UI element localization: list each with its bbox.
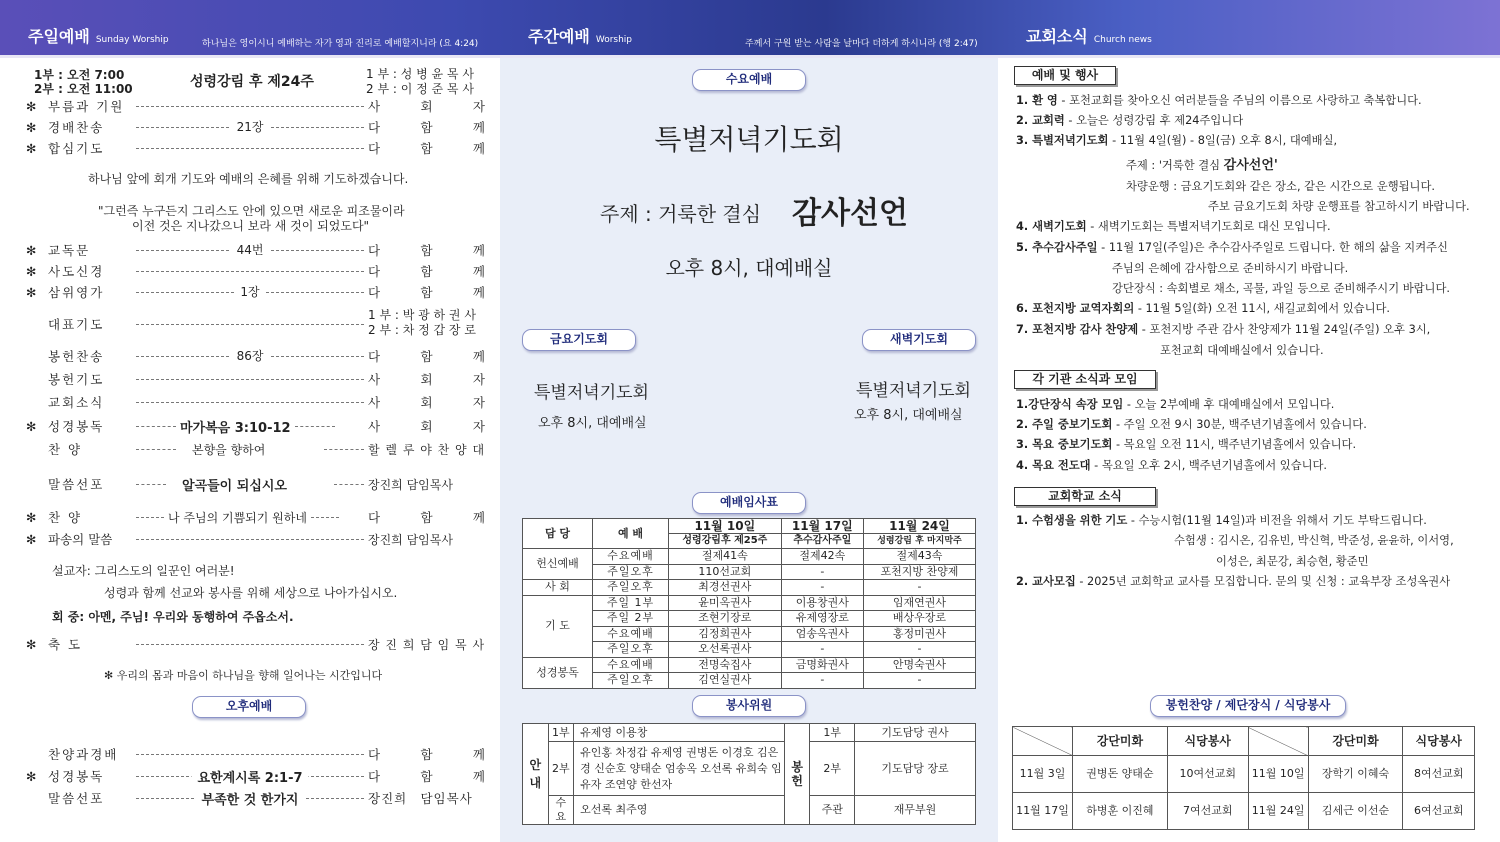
- prayer-note: 하나님 앞에 회개 기도와 예배의 은혜를 위해 기도하겠습니다.: [88, 172, 409, 186]
- standing-note: ✻ 우리의 몸과 마음이 하나님을 향해 일어나는 시간입니다: [104, 669, 383, 682]
- order-item: 봉헌찬송 86장 다 함 께: [48, 348, 486, 364]
- sunday-section-title: 주일예배 Sunday Worship: [28, 27, 169, 46]
- order-item: ✻ 삼위영가 1장 다 함 께: [26, 284, 486, 300]
- special-prayer-title: 특별저녁기도회: [654, 123, 844, 156]
- order-item: ✻ 성경봉독 요한계시록 2:1-7 다 함 께: [26, 768, 486, 786]
- prayer-theme-highlight: 감사선언: [792, 196, 908, 231]
- order-item: 봉헌기도 사 회 자: [48, 372, 486, 387]
- order-item-hymn: ✻ 찬 양 나 주님의 기쁨되기 원하네 다 함 께: [26, 509, 486, 525]
- dawn-title: 특별저녁기도회: [856, 381, 971, 401]
- weekly-section-title: 주간예배 Worship: [528, 27, 633, 46]
- order-item: ✻ 합심기도 다 함 께: [26, 140, 486, 156]
- school-item-students-2: 이성은, 최문강, 최승현, 황준민: [1216, 555, 1369, 568]
- duty-roster-table: 담 당 예 배 11월 10일 11월 17일 11월 24일 성령강림후 제25주 추수감사주일 성령강림 후 마지막주 헌신예배 수요예배 절제41속 절제42속 절제43속 주일오후 110선교회 - 포천지방 찬양제 사 회 주일오후 최경선권사 - - 기 도 주일 1부 윤미옥권사 이용창권사 임재연권사 주일 2부 조현기장로 유제영장로 배상우장로 수요예배 김정희권사 엄송옥권사 홍정미권사 주일오후 오선록권사 - - 성경봉독 수요예배 전명숙집사 금명화권사 안명숙권사 주일오후 김연실권사 - -: [522, 518, 976, 689]
- organizations-section-label: 각 기관 소식과 모임: [1014, 370, 1156, 389]
- news-item-thanksgiving-2: 주님의 은혜에 감사함으로 준비하시기 바랍니다.: [1112, 262, 1349, 275]
- prayer-theme-label: 주제 : 거룩한 결심: [600, 202, 762, 226]
- offering-duty-table: 강단미화 식당봉사 강단미화 식당봉사 11월 3일 권병돈 양태순 10여선교회 11월 10일 장학기 이혜숙 8여선교회 11월 17일 하병훈 이진혜 7여선교회 11월 24일 김세근 이선순 6여선교회: [1012, 726, 1475, 830]
- scripture-quote-line-1: "그런즉 누구든지 그리스도 안에 있으면 새로운 피조물이라: [98, 204, 405, 218]
- meeting-item-2: 2. 주일 중보기도회 - 주일 오전 9시 30분, 백주년기념홀에서 있습니다.: [1016, 418, 1367, 431]
- usher-label: 안내: [523, 724, 549, 825]
- prayer-time-place: 오후 8시, 대예배실: [665, 256, 833, 280]
- order-item: ✻ 부름과 기원 사 회 자: [26, 98, 486, 114]
- friday-title: 특별저녁기도회: [534, 383, 649, 403]
- weekly-worship-column: [500, 58, 998, 842]
- news-item-welcome: 1. 환 영 - 포천교회를 찾아오신 여러분들을 주님의 이름으로 사랑하고 축복합니다.: [1016, 94, 1422, 107]
- news-item-district-meeting: 6. 포천지방 교역자회의 - 11월 5일(화) 오전 11시, 새길교회에서 있습니다.: [1016, 302, 1390, 315]
- table-row: 주일오후 김연실권사 - -: [523, 673, 976, 689]
- table-row: 주일오후 오선록권사 - -: [523, 642, 976, 658]
- mission-line-3: 회 중: 아멘, 주님! 우리와 동행하여 주옵소서.: [52, 610, 294, 624]
- news-item-special-prayer: 3. 특별저녁기도회 - 11월 4일(월) - 8일(금) 오후 8시, 대예배실,: [1016, 134, 1338, 147]
- news-item-thanksgiving-3: 강단장식 : 속회별로 채소, 곡물, 과일 등으로 준비해주시기 바랍니다.: [1112, 282, 1450, 295]
- news-item-calendar: 2. 교회력 - 오늘은 성령강림 후 제24주입니다: [1016, 114, 1244, 127]
- order-item: 찬양과경배 다 함 께: [48, 747, 486, 762]
- order-item-choir-praise: 찬 양 본향을 향하여 할 렐 루 야 찬 양 대: [48, 442, 486, 457]
- service-time-1: 1부 : 오전 7:00: [34, 68, 125, 82]
- table-diagonal: [1013, 727, 1073, 756]
- service-committee-table: 안내 1부 유제영 이용창 봉헌 1부 기도담당 권사 2부 유인홍 차정갑 유제영 권병돈 이경호 김은경 신순호 양태순 엄송옥 오선록 유희숙 임유자 조연양 한선자 2부 기도담당 장로 수요 오선록 최주영 주관 재무부원: [522, 723, 976, 825]
- order-item-representative-prayer: 대표기도 1 부 : 박 광 하 권 사 2 부 : 차 정 갑 장 로: [48, 308, 476, 337]
- order-item: ✻ 사도신경 다 함 께: [26, 263, 486, 279]
- sermon-title: 알곡들이 되십시오: [182, 478, 287, 494]
- meeting-item-4: 4. 목요 전도대 - 목요일 오후 2시, 백주년기념홀에서 있습니다.: [1016, 459, 1328, 472]
- afternoon-worship-label: 오후예배: [192, 696, 306, 718]
- offering-duty-label: 봉헌찬양 / 제단장식 / 식당봉사: [1150, 695, 1346, 717]
- table-row: 성경봉독 수요예배 전명숙집사 금명화권사 안명숙권사: [523, 657, 976, 673]
- school-item-students: 수험생 : 김시온, 김유빈, 박신혁, 박준성, 윤윤하, 이서영,: [1174, 534, 1454, 547]
- news-item-dawn: 4. 새벽기도회 - 새벽기도회는 특별저녁기도회로 대신 모입니다.: [1016, 220, 1331, 233]
- mission-line-2: 성령과 함께 선교와 봉사를 위해 세상으로 나아가십시오.: [104, 586, 398, 600]
- order-item-sermon: 말씀선포 알곡들이 되십시오 장진희 담임목사: [26, 474, 486, 494]
- school-item-1: 1. 수험생을 위한 기도 - 수능시험(11월 14일)과 비전을 위해서 기도 부탁드립니다.: [1016, 514, 1427, 527]
- school-section-label: 교회학교 소식: [1014, 487, 1156, 506]
- mission-line-1: 설교자: 그리스도의 일꾼인 여러분!: [52, 564, 235, 578]
- events-section-label: 예배 및 행사: [1014, 66, 1116, 85]
- table-row: 사 회 주일오후 최경선권사 - -: [523, 580, 976, 596]
- order-item-sending: ✻ 파송의 말씀 장진희 담임목사: [26, 531, 453, 547]
- sunday-verse: 하나님은 영이시니 예배하는 자가 영과 진리로 예배할지니라 (요 4:24): [202, 39, 479, 49]
- friday-time: 오후 8시, 대예배실: [538, 416, 647, 431]
- news-item-theme: 주제 : '거룩한 결심 감사선언': [1126, 158, 1278, 173]
- pastor-1: 1 부 : 성 병 윤 목 사: [366, 67, 474, 81]
- table-row: 기 도 주일 1부 윤미옥권사 이용창권사 임재연권사: [523, 595, 976, 611]
- order-item: ✻ 경배찬송 21장 다 함 께: [26, 119, 486, 135]
- news-item-district-praise: 7. 포천지방 감사 찬양제 - 포천지방 주관 감사 찬양제가 11월 24일(주일) 오후 3시,: [1016, 323, 1431, 336]
- news-item-bus-2: 주보 금요기도회 차량 운행표를 참고하시기 바랍니다.: [1208, 200, 1470, 213]
- table-row: 헌신예배 수요예배 절제41속 절제42속 절제43속: [523, 549, 976, 565]
- wednesday-worship-label: 수요예배: [692, 69, 806, 91]
- order-item: 교회소식 사 회 자: [48, 395, 486, 410]
- table-row: 주일 2부 조현기장로 유제영장로 배상우장로: [523, 611, 976, 627]
- sunday-worship-column: [0, 58, 500, 842]
- liturgical-week: 성령강림 후 제24주: [190, 74, 314, 90]
- news-item-district-praise-2: 포천교회 대예배실에서 있습니다.: [1160, 344, 1324, 357]
- order-item: ✻ 교독문 44번 다 함 께: [26, 242, 486, 258]
- scripture-quote-line-2: 이전 것은 지나갔으니 보라 새 것이 되었도다": [132, 219, 370, 233]
- news-item-thanksgiving: 5. 추수감사주일 - 11월 17일(주일)은 추수감사주일로 드립니다. 한 해의 삶을 지켜주신: [1016, 241, 1448, 254]
- duty-roster-label: 예배임사표: [692, 492, 806, 514]
- service-time-2: 2부 : 오전 11:00: [34, 82, 133, 96]
- table-row: 수요예배 김정희권사 엄송옥권사 홍정미권사: [523, 626, 976, 642]
- header-banner: [0, 0, 1500, 58]
- dawn-prayer-label: 새벽기도회: [862, 329, 976, 351]
- table-diagonal: [1248, 727, 1308, 756]
- table-row: 주일오후 110선교회 - 포천지방 찬양제: [523, 564, 976, 580]
- order-item-scripture-reading: ✻ 성경봉독 마가복음 3:10-12 사 회 자: [26, 418, 486, 436]
- pastor-2: 2 부 : 이 정 준 목 사: [366, 82, 474, 96]
- friday-prayer-label: 금요기도회: [522, 329, 636, 351]
- news-item-bus-1: 차량운행 : 금요기도회와 같은 장소, 같은 시간으로 운행됩니다.: [1126, 180, 1435, 193]
- church-news-column: [998, 58, 1500, 842]
- meeting-item-1: 1.강단장식 속장 모임 - 오늘 2부예배 후 대예배실에서 모입니다.: [1016, 398, 1335, 411]
- dawn-time: 오후 8시, 대예배실: [854, 408, 963, 423]
- meeting-item-3: 3. 목요 중보기도회 - 목요일 오전 11시, 백주년기념홀에서 있습니다.: [1016, 438, 1357, 451]
- order-item-benediction: ✻ 축 도 장 진 희 담 임 목 사: [26, 636, 486, 652]
- weekly-verse: 주께서 구원 받는 사람을 날마다 더하게 하시니라 (행 2:47): [745, 39, 978, 49]
- order-item: 말씀선포 부족한 것 한가지 장진희 담임목사: [26, 788, 486, 808]
- school-item-2: 2. 교사모집 - 2025년 교회학교 교사를 모집합니다. 문의 및 신청 : 교육부장 조성옥권사: [1016, 575, 1451, 588]
- offering-label: 봉헌: [784, 724, 810, 825]
- news-section-title: 교회소식 Church news: [1026, 27, 1152, 46]
- service-committee-label: 봉사위원: [692, 695, 806, 717]
